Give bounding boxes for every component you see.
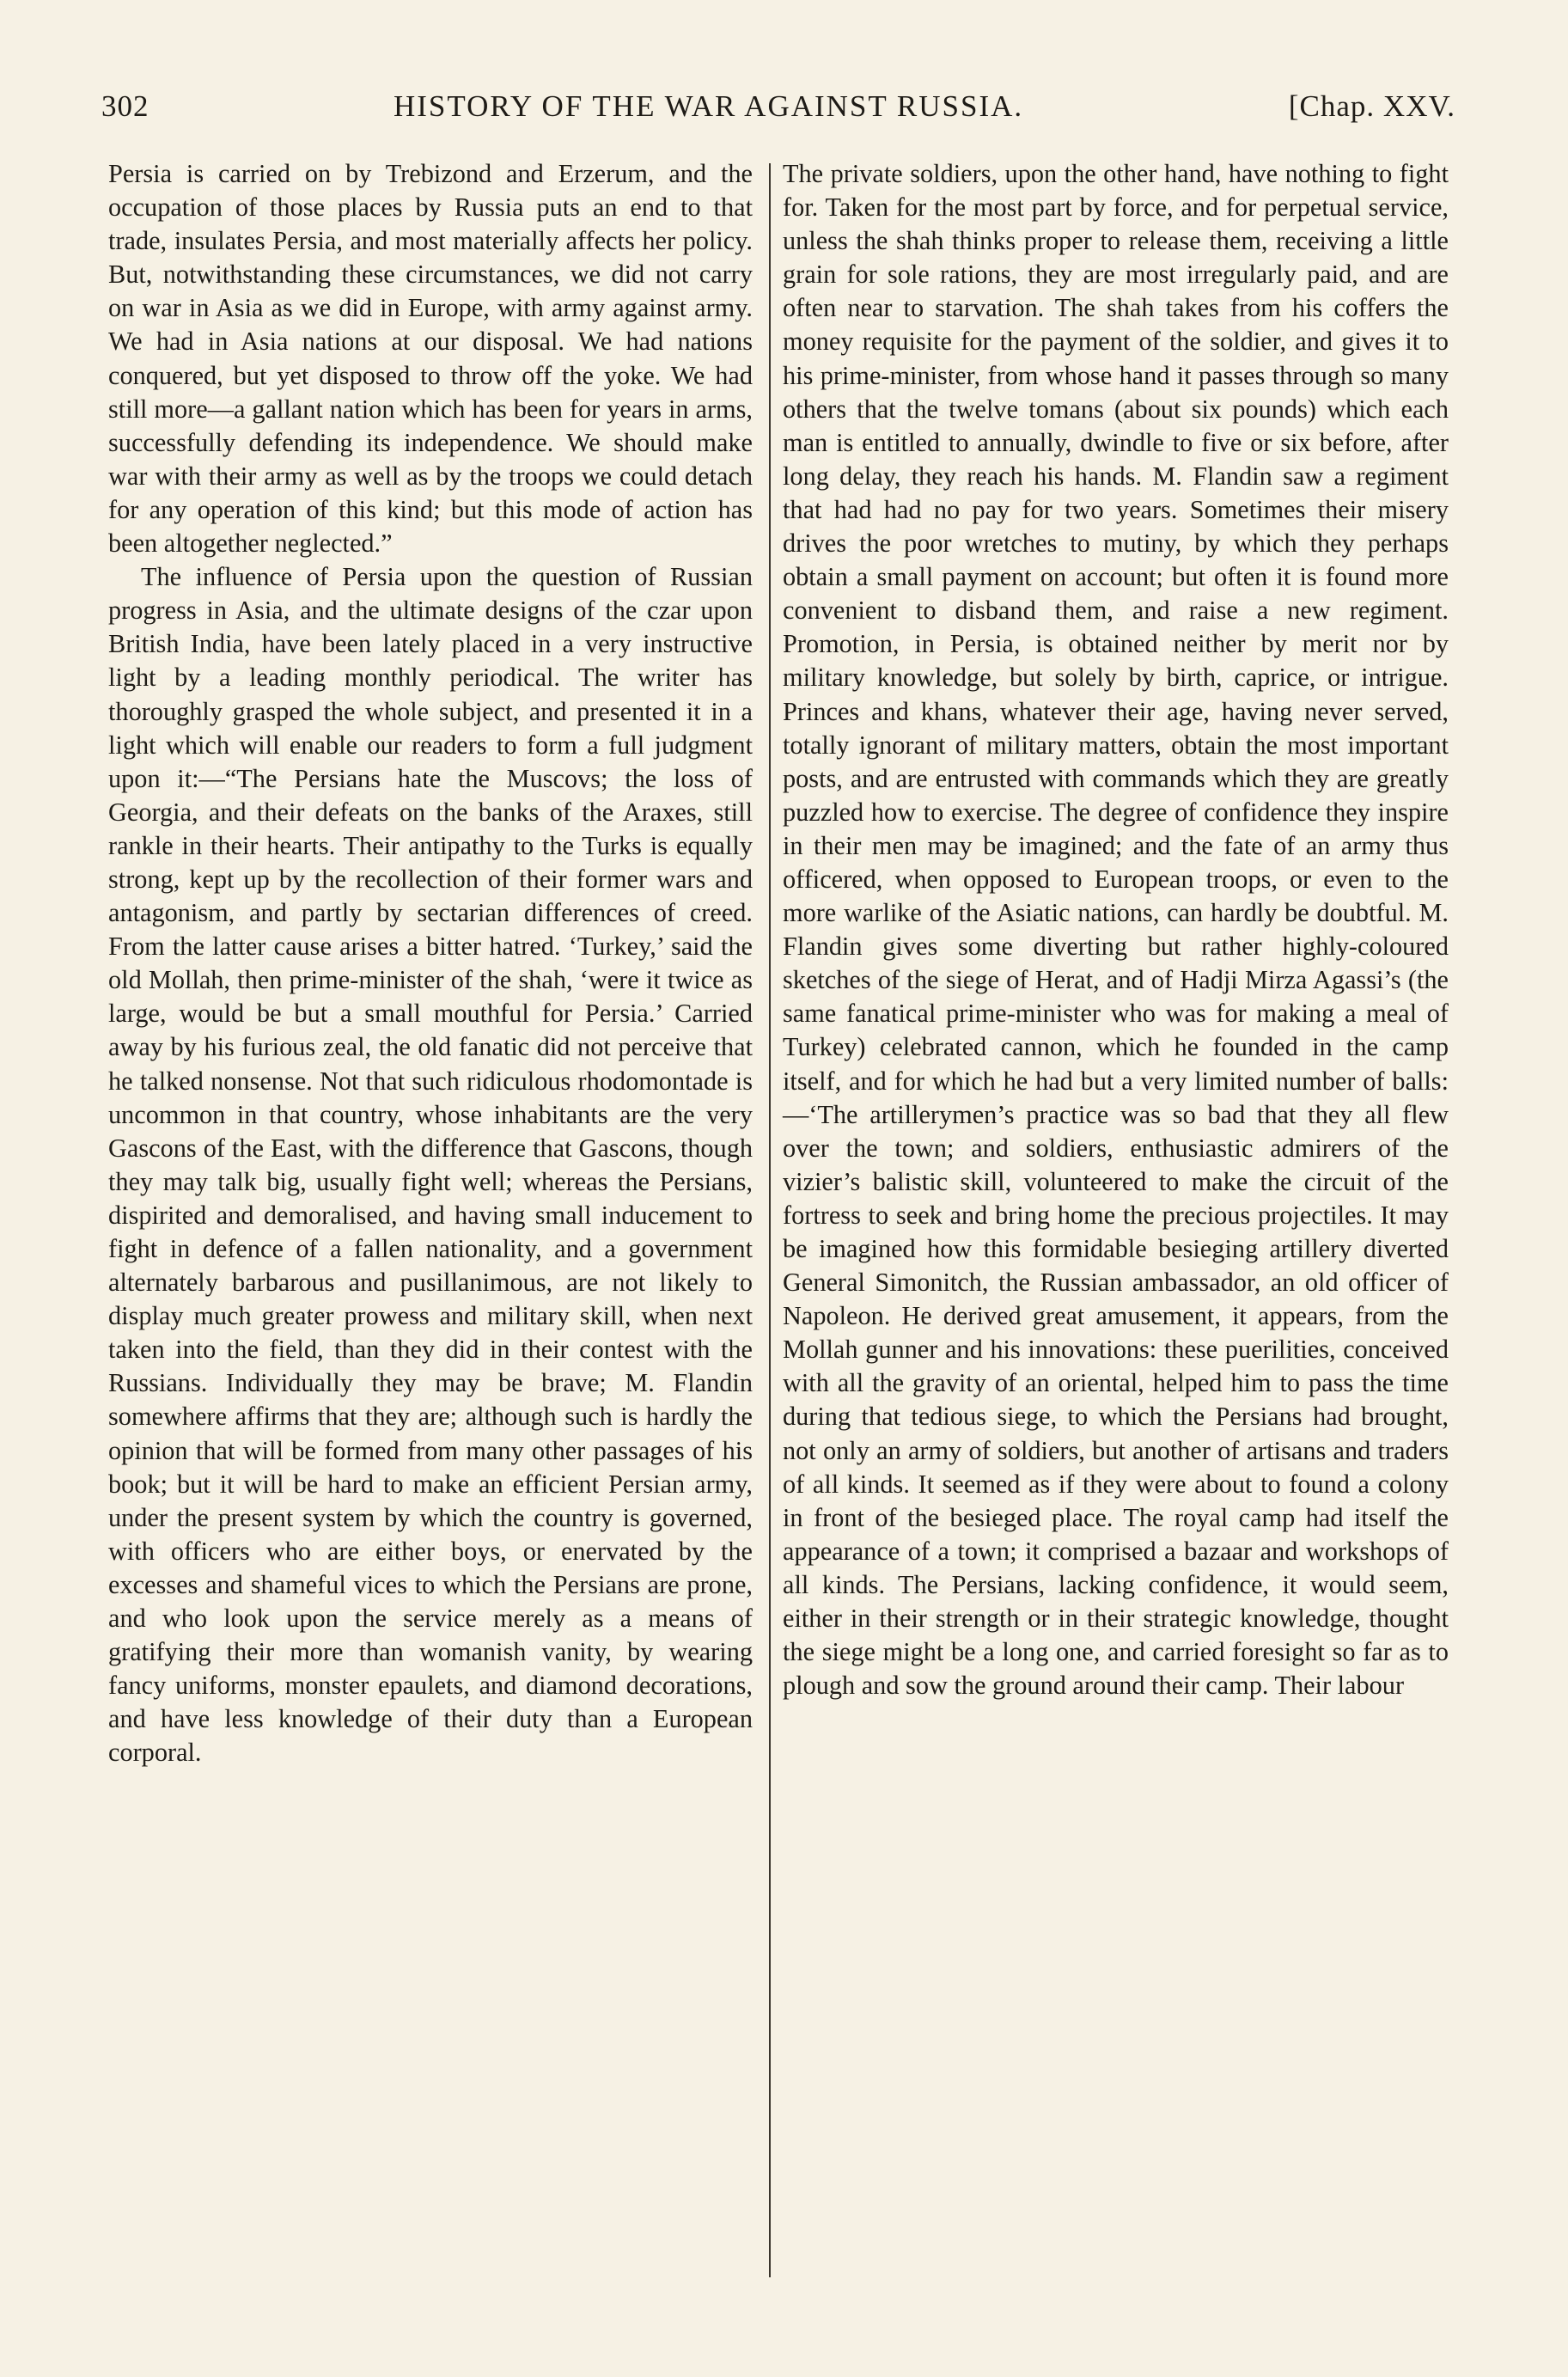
right-column <box>783 157 1449 2280</box>
paragraph: Persia is carried on by Trebizond and Erzerum, and the occupation of those places by Russia puts an end to that trade, insulates Persia, and most materially affects her policy. But, notwithstanding these circumstances, we did not carry on war in Asia as we did in Europe, with army against army. We had in Asia nations at our disposal. We had nations conquered, but yet disposed to throw off the yoke. We had still more—a gallant nation which has been for years in arms, successfully defending its independence. We should make war with their army as well as by the troops we could detach for any operation of this kind; but this mode of action has been altogether neglected.” <box>108 159 753 559</box>
column-divider <box>769 163 771 2277</box>
left-column <box>108 157 753 2280</box>
paragraph: The influence of Persia upon the question of Russian progress in Asia, and the ultimate designs of the czar upon British India, have been lately placed in a very instructive light by a leading monthly periodical. The writer has thoroughly grasped the whole subject, and presented it in a light which will enable our readers to form a full judgment upon it:—“The Persians hate the Muscovs; the loss of Georgia, and their defeats on the banks of the Araxes, still rankle in their hearts. Their antipathy to the Turks is equally strong, kept up by the recollection of their former wars and antagonism, and partly by sectarian differences of creed. From the latter cause arises a bitter hatred. ‘Turkey,’ said the old Mollah, then prime-minister of the shah, ‘were it twice as large, would be but a small mouthful for Persia.’ Carried away by his furious zeal, the old fanatic did not perceive that he talked nonsense. Not that such ridiculous rhodomontade is uncommon in that country, whose inhabitants are the very Gascons of the East, with the difference that Gascons, though they may talk big, usually fight well; whereas the Persians, dispirited and demoralised, and having small inducement to fight in defence of a fallen nationality, and a government alternately barbarous and pusillanimous, are not likely to display much greater prowess and military skill, when next taken into the field, than they did in their contest with the Russians. Individually they may be brave; M. Flandin somewhere affirms that they are; although such is hardly the opinion that will be formed from many other passages of his book; but it will be hard to make an efficient Persian army, under the present system by which the country is governed, with officers who are either boys, or enervated by the excesses and shameful vices to which the Persians are prone, and who look upon the service merely as a means of gratifying their more than womanish vanity, by wearing fancy uniforms, monster epaulets, and diamond decorations, and have less knowledge of their duty than a European corporal. <box>108 562 753 1768</box>
paragraph: The private soldiers, upon the other hand, have nothing to fight for. Taken for the most part by force, and for perpetual service, unless the shah thinks proper to release them, receiving a little grain for sole rations, they are most irregularly paid, and are often near to starvation. The shah takes from his coffers the money requisite for the payment of the soldier, and gives it to his prime-minister, from whose hand it passes through so many others that the twelve tomans (about six pounds) which each man is entitled to annually, dwindle to five or six before, after long delay, they reach his hands. M. Flandin saw a regiment that had had no pay for two years. Sometimes their misery drives the poor wretches to mutiny, by which they perhaps obtain a small payment on account; but often it is found more convenient to disband them, and raise a new regiment. Promotion, in Persia, is obtained neither by merit nor by military knowledge, but solely by birth, caprice, or intrigue. Princes and khans, whatever their age, having never served, totally ignorant of military matters, obtain the most important posts, and are entrusted with commands which they are greatly puzzled how to exercise. The degree of confidence they inspire in their men may be imagined; and the fate of an army thus officered, when opposed to European troops, or even to the more warlike of the Asiatic nations, can hardly be doubtful. M. Flandin gives some diverting but rather highly-coloured sketches of the siege of Herat, and of Hadji Mirza Agassi’s (the same fanatical prime-minister who was for making a meal of Turkey) celebrated cannon, which he founded in the camp itself, and for which he had but a very limited number of balls:—‘The artillerymen’s practice was so bad that they all flew over the town; and soldiers, enthusiastic admirers of the vizier’s balistic skill, volunteered to make the circuit of the fortress to seek and bring home the precious projectiles. It may be imagined how this formidable besieging artillery diverted General Simonitch, the Russian ambassador, an old officer of Napoleon. He derived great amusement, it appears, from the Mollah gunner and his innovations: these puerilities, conceived with all the gravity of an oriental, helped him to pass the time during that tedious siege, to which the Persians had brought, not only an army of soldiers, but another of artisans and traders of all kinds. It seemed as if they were about to found a colony in front of the besieged place. The royal camp had itself the appearance of a town; it comprised a bazaar and workshops of all kinds. The Persians, lacking confidence, it would seem, either in their strength or in their strategic knowledge, thought the siege might be a long one, and carried foresight so far as to plough and sow the ground around their camp. Their labour <box>783 159 1449 1701</box>
running-title: HISTORY OF THE WAR AGAINST RUSSIA. <box>394 89 1024 123</box>
page-header <box>101 89 1455 132</box>
page-number: 302 <box>101 89 149 123</box>
chapter-label: [Chap. XXV. <box>1288 89 1455 123</box>
